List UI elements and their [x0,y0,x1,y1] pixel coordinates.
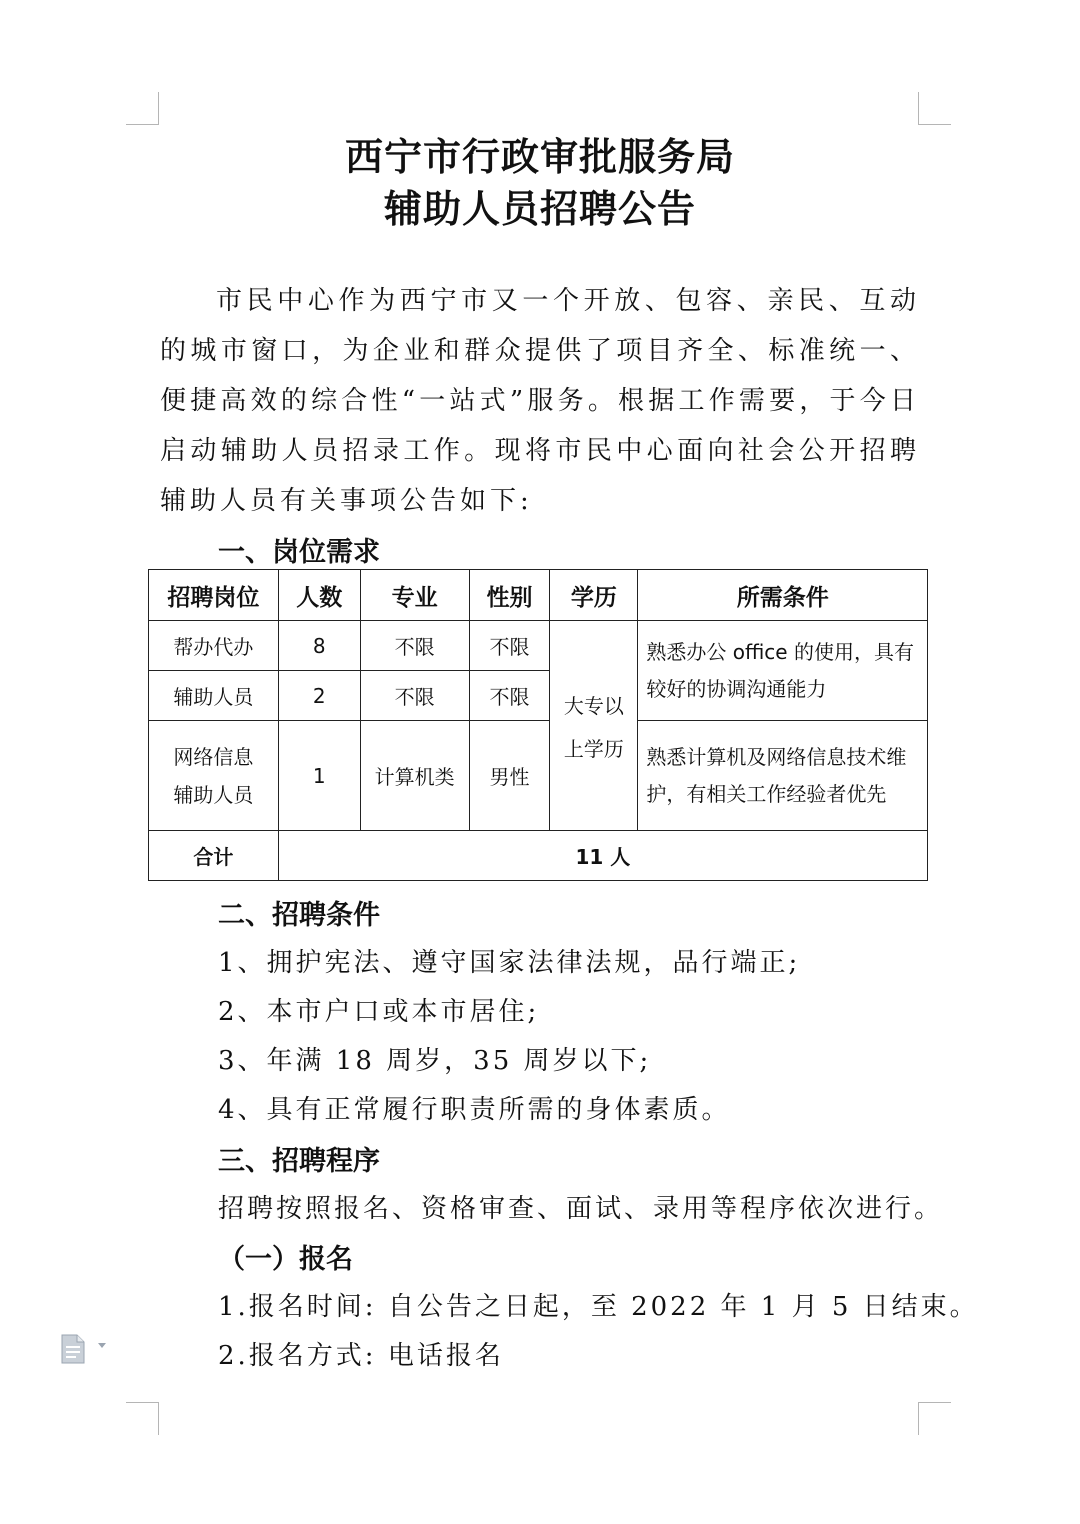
section3-heading: 三、招聘程序 [218,1146,380,1177]
condition-item: 1、拥护宪法、遵守国家法律法规，品行端正; [218,948,801,978]
document-title-line1: 西宁市行政审批服务局 [344,134,735,179]
intro-paragraph: 市民中心作为西宁市又一个开放、包容、亲民、互动的城市窗口，为企业和群众提供了项目齐全、标准统一、便捷高效的综合性“一站式”服务。根据工作需要，于今日启动辅助人员招录工作。现将市民中心面向社会公开招聘辅助人员有关事项公告如下: [160,286,920,516]
dropdown-arrow-icon[interactable] [98,1343,106,1348]
table-total-row [149,831,928,881]
cell-post-line1: 网络信息 [173,744,254,769]
document-icon[interactable] [60,1334,86,1364]
cell-count: 2 [278,671,360,721]
table-row [149,721,928,831]
margin-mark-top-left [126,92,159,125]
header-conditions: 所需条件 [638,570,928,621]
cell-condition-network: 熟悉计算机及网络信息技术维护，有相关工作经验者优先 [638,721,928,831]
header-gender: 性别 [469,570,550,621]
cell-gender: 不限 [469,671,550,721]
header-education: 学历 [550,570,638,621]
total-value: 11 人 [278,831,927,881]
registration-subheading: （一）报名 [218,1244,353,1275]
cell-post [149,721,279,831]
cell-gender: 男性 [469,721,550,831]
condition-item: 2、本市户口或本市居住; [218,997,540,1027]
cell-count: 8 [278,621,360,671]
margin-mark-top-right [918,92,951,125]
positions-table [148,569,928,881]
table-header-row [149,570,928,621]
cell-gender: 不限 [469,621,550,671]
section1-heading: 一、岗位需求 [218,537,380,568]
cell-major: 不限 [360,621,469,671]
cell-major: 计算机类 [360,721,469,831]
registration-item: 1.报名时间: 自公告之日起，至 2022 年 1 月 5 日结束。 [218,1292,979,1322]
header-major: 专业 [360,570,469,621]
header-post: 招聘岗位 [149,570,279,621]
margin-mark-bottom-right [918,1402,951,1435]
cell-post: 帮办代办 [149,621,279,671]
education-line1: 大专以 [563,693,624,718]
header-count: 人数 [278,570,360,621]
procedure-text: 招聘按照报名、资格审查、面试、录用等程序依次进行。 [218,1194,944,1224]
cell-education [550,621,638,831]
cell-post: 辅助人员 [149,671,279,721]
total-label: 合计 [149,831,279,881]
education-line2: 上学历 [563,736,624,761]
cell-count: 1 [278,721,360,831]
section2-heading: 二、招聘条件 [218,900,380,931]
cell-major: 不限 [360,671,469,721]
condition-item: 3、年满 18 周岁，35 周岁以下; [218,1046,652,1076]
cell-post-line2: 辅助人员 [173,782,254,807]
document-title-line2: 辅助人员招聘公告 [383,186,696,231]
margin-mark-bottom-left [126,1402,159,1435]
cell-condition-general: 熟悉办公 office 的使用，具有较好的协调沟通能力 [638,621,928,721]
condition-item: 4、具有正常履行职责所需的身体素质。 [218,1095,731,1125]
registration-item: 2.报名方式: 电话报名 [218,1341,504,1371]
table-row [149,621,928,671]
